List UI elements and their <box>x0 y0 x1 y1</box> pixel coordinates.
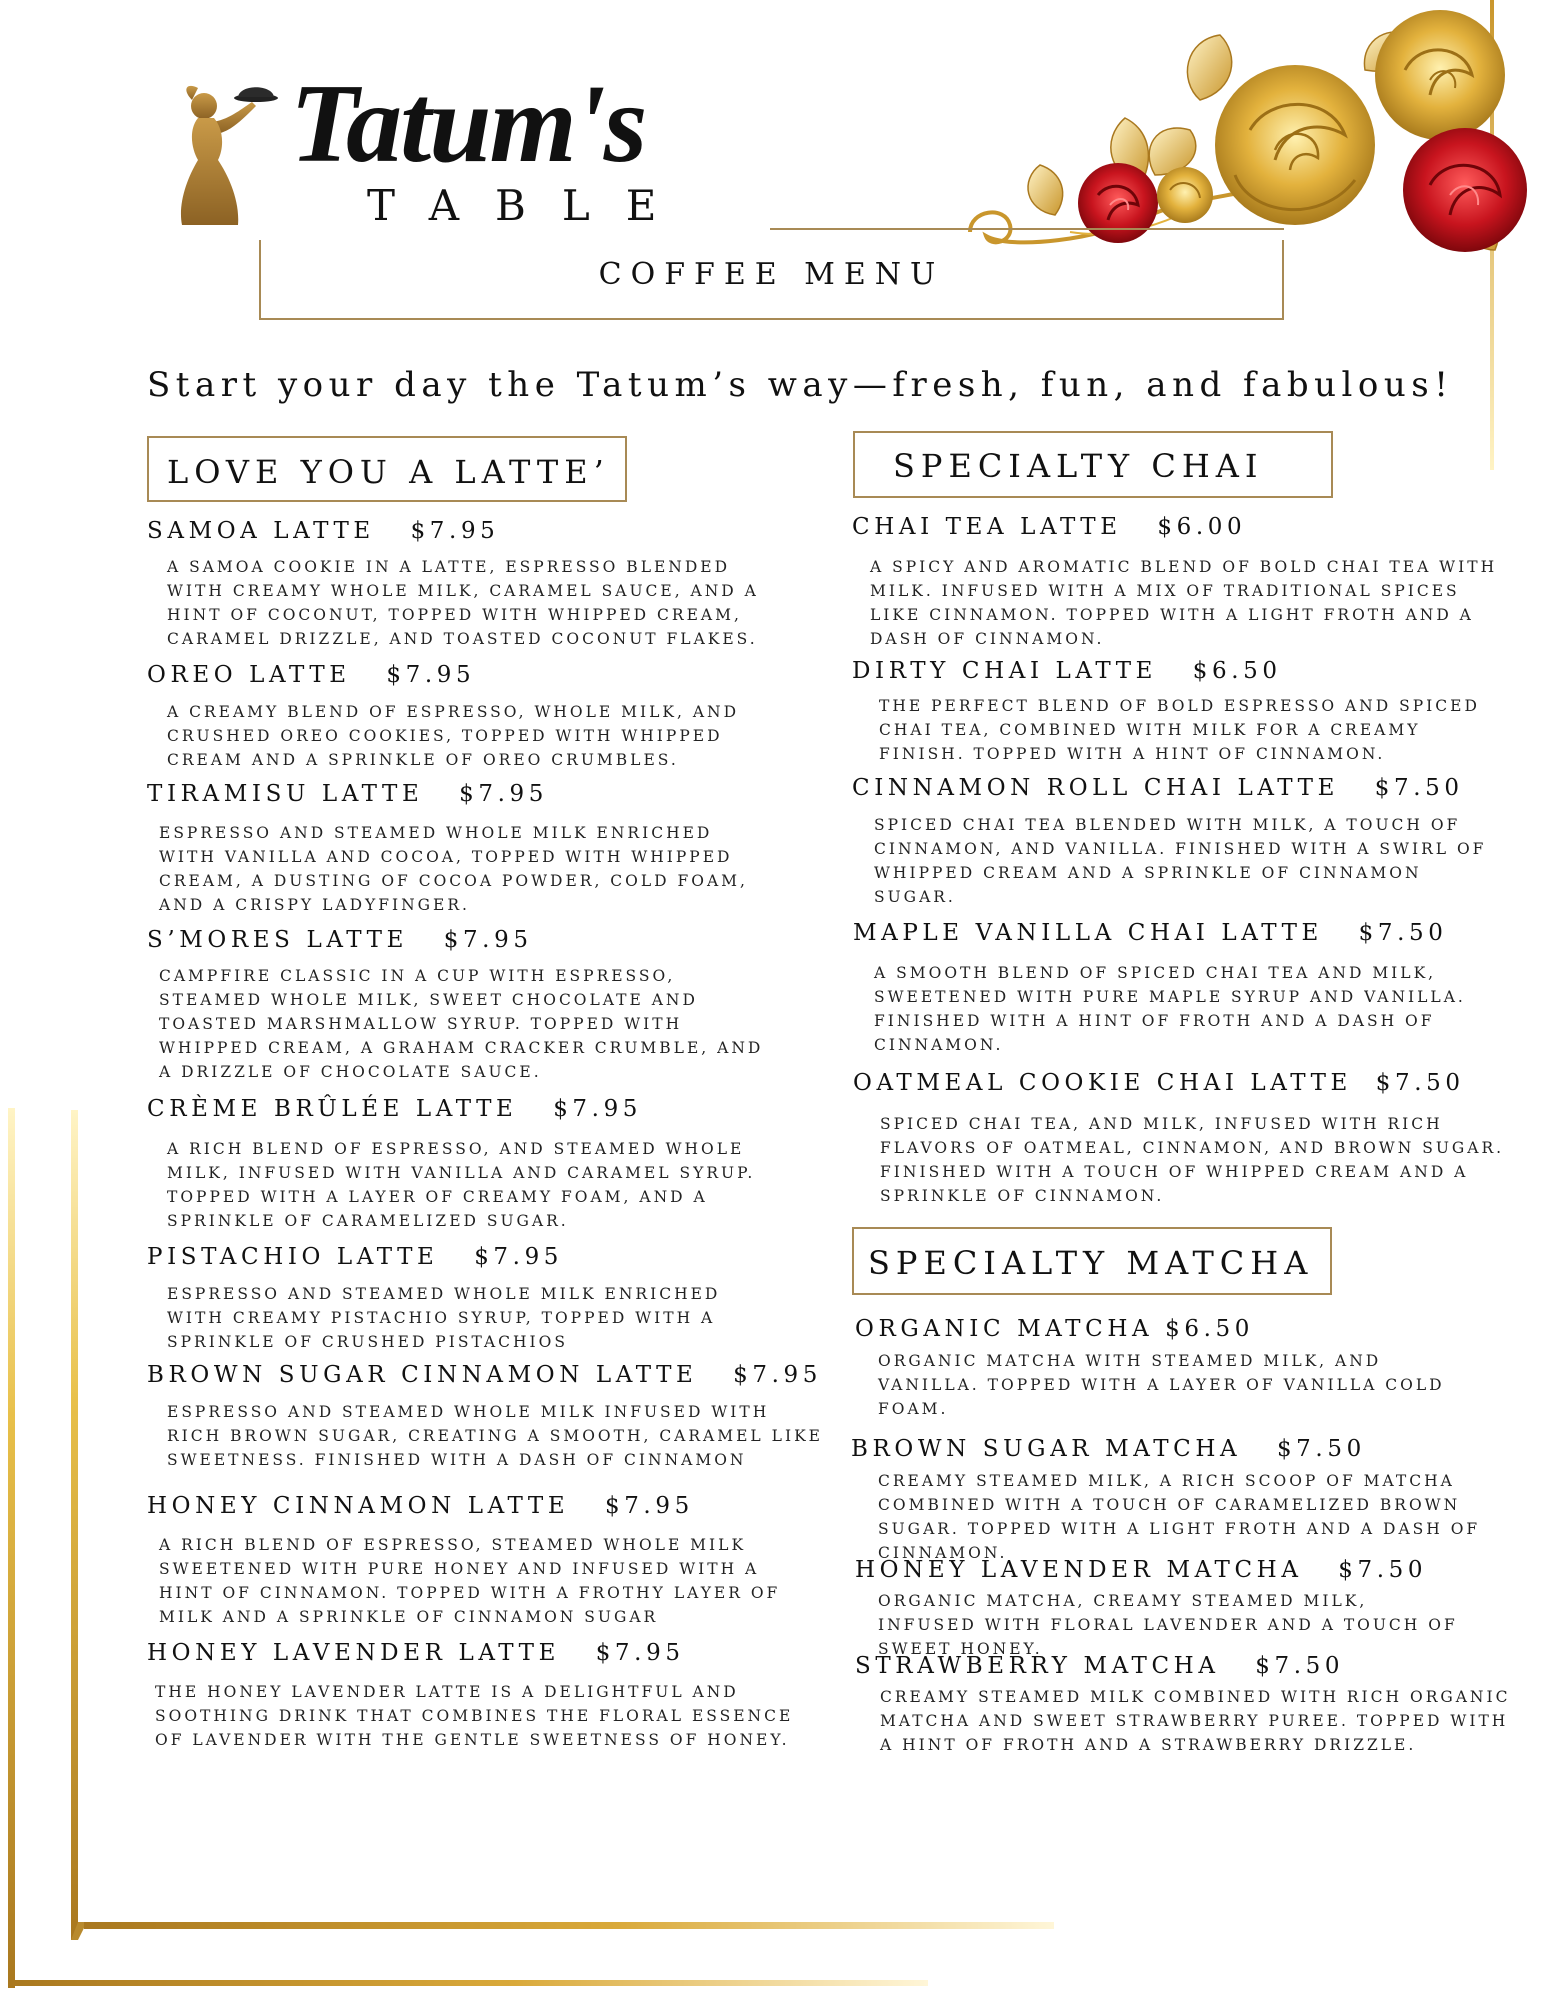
matcha-section-title: SPECIALTY MATCHA <box>868 1244 1314 1282</box>
menu-item-price: $7.50 <box>1375 1070 1465 1096</box>
chai-section-title: SPECIALTY CHAI <box>893 447 1264 485</box>
menu-item-description: A SPICY AND AROMATIC BLEND OF BOLD CHAI TEA WITH MILK. INFUSED WITH A MIX OF TRADITIONAL SPICES LIKE CINNAMON. TOPPED WITH A LIGHT FROTH AND A DASH OF CINNAMON. <box>870 558 1498 648</box>
menu-item-name: TIRAMISU LATTE $7.95 <box>147 781 548 807</box>
menu-item-name: HONEY LAVENDER LATTE $7.95 <box>147 1640 685 1666</box>
menu-item-name: CINNAMON ROLL CHAI LATTE $7.50 <box>852 775 1464 801</box>
menu-item-name: STRAWBERRY MATCHA $7.50 <box>855 1653 1345 1679</box>
menu-item-description: THE HONEY LAVENDER LATTE IS A DELIGHTFUL AND SOOTHING DRINK THAT COMBINES THE FLORAL ESSENCE OF LAVENDER WITH THE GENTLE SWEETNESS OF HONEY. <box>155 1683 794 1749</box>
menu-item-price: $7.95 <box>410 518 500 544</box>
menu-item-price: $7.95 <box>553 1096 643 1122</box>
menu-item-description: ESPRESSO AND STEAMED WHOLE MILK INFUSED WITH RICH BROWN SUGAR, CREATING A SMOOTH, CARAMEL LIKE SWEETNESS. FINISHED WITH A DASH OF CINNAMON <box>167 1403 823 1469</box>
menu-item-price: $6.00 <box>1157 514 1247 540</box>
menu-item-description: CREAMY STEAMED MILK COMBINED WITH RICH ORGANIC MATCHA AND SWEET STRAWBERRY PUREE. TOPPED WITH A HINT OF FROTH AND A STRAWBERRY DRIZZLE. <box>880 1688 1511 1754</box>
menu-item-name: S’MORES LATTE $7.95 <box>147 927 533 953</box>
menu-item-price: $7.95 <box>386 662 476 688</box>
menu-item-price: $7.95 <box>459 781 548 807</box>
menu-item-description: A RICH BLEND OF ESPRESSO, AND STEAMED WHOLE MILK, INFUSED WITH VANILLA AND CARAMEL SYRUP. TOPPED WITH A LAYER OF CREAMY FOAM, AND A SPRINKLE OF CARAMELIZED SUGAR. <box>167 1140 756 1230</box>
menu-item-name: BROWN SUGAR CINNAMON LATTE $7.95 <box>147 1362 823 1388</box>
tagline: Start your day the Tatum’s way—fresh, fun, and fabulous! <box>147 365 1454 405</box>
latte-section-title: LOVE YOU A LATTE’ <box>167 453 610 491</box>
menu-item-description: ORGANIC MATCHA, CREAMY STEAMED MILK, INFUSED WITH FLORAL LAVENDER AND A TOUCH OF SWEET HONEY. <box>878 1592 1458 1658</box>
menu-item-price: $7.50 <box>1358 920 1448 946</box>
menu-item-price: $6.50 <box>1165 1316 1254 1342</box>
menu-item-description: ESPRESSO AND STEAMED WHOLE MILK ENRICHED WITH CREAMY PISTACHIO SYRUP, TOPPED WITH A SPRINKLE OF CRUSHED PISTACHIOS <box>167 1285 721 1351</box>
menu-item-price: $7.50 <box>1338 1557 1428 1583</box>
page-title: COFFEE MENU <box>598 257 945 292</box>
menu-item-price: $7.50 <box>1374 775 1464 801</box>
logo-waitress-icon <box>168 80 278 230</box>
menu-item-name: BROWN SUGAR MATCHA $7.50 <box>851 1436 1366 1462</box>
menu-item-description: A CREAMY BLEND OF ESPRESSO, WHOLE MILK, AND CRUSHED OREO COOKIES, TOPPED WITH WHIPPED CREAM AND A SPRINKLE OF OREO CRUMBLES. <box>167 703 740 769</box>
menu-item-description: SPICED CHAI TEA, AND MILK, INFUSED WITH RICH FLAVORS OF OATMEAL, CINNAMON, AND BROWN SUGAR. FINISHED WITH A TOUCH OF WHIPPED CREAM AND A SPRINKLE OF CINNAMON. <box>880 1115 1505 1205</box>
menu-item-price: $7.95 <box>733 1362 823 1388</box>
menu-item-price: $7.95 <box>443 927 533 953</box>
brand-name: Tatum's <box>290 62 646 186</box>
menu-item-description: ORGANIC MATCHA WITH STEAMED MILK, AND VANILLA. TOPPED WITH A LAYER OF VANILLA COLD FOAM. <box>878 1352 1445 1418</box>
menu-frame-top <box>770 228 1284 230</box>
menu-item-name: CHAI TEA LATTE $6.00 <box>852 514 1247 540</box>
menu-item-name: ORGANIC MATCHA $6.50 <box>855 1316 1254 1342</box>
menu-item-name: SAMOA LATTE $7.95 <box>147 518 500 544</box>
menu-item-price: $7.95 <box>474 1244 564 1270</box>
menu-item-price: $7.50 <box>1255 1653 1345 1679</box>
menu-item-description: ESPRESSO AND STEAMED WHOLE MILK ENRICHED WITH VANILLA AND COCOA, TOPPED WITH WHIPPED CREAM, A DUSTING OF COCOA POWDER, COLD FOAM, AND A CRISPY LADYFINGER. <box>159 824 748 914</box>
menu-item-name: HONEY CINNAMON LATTE $7.95 <box>147 1493 694 1519</box>
menu-item-price: $7.95 <box>604 1493 694 1519</box>
menu-item-name: CRÈME BRÛLÉE LATTE $7.95 <box>147 1096 643 1122</box>
menu-item-name: PISTACHIO LATTE $7.95 <box>147 1244 564 1270</box>
menu-item-description: A RICH BLEND OF ESPRESSO, STEAMED WHOLE MILK SWEETENED WITH PURE HONEY AND INFUSED WITH A HINT OF CINNAMON. TOPPED WITH A FROTHY LAYER OF MILK AND A SPRINKLE OF CINNAMON SUGAR <box>159 1536 781 1626</box>
menu-item-price: $7.95 <box>595 1640 685 1666</box>
menu-item-name: DIRTY CHAI LATTE $6.50 <box>852 658 1282 684</box>
menu-item-name: MAPLE VANILLA CHAI LATTE $7.50 <box>853 920 1448 946</box>
menu-item-description: CAMPFIRE CLASSIC IN A CUP WITH ESPRESSO, STEAMED WHOLE MILK, SWEET CHOCOLATE AND TOASTED MARSHMALLOW SYRUP. TOPPED WITH WHIPPED CREAM, A GRAHAM CRACKER CRUMBLE, AND A DRIZZLE OF CHOCOLATE SAUCE. <box>159 967 764 1081</box>
menu-item-price: $6.50 <box>1192 658 1282 684</box>
menu-item-description: A SMOOTH BLEND OF SPICED CHAI TEA AND MILK, SWEETENED WITH PURE MAPLE SYRUP AND VANILLA. FINISHED WITH A HINT OF FROTH AND A DASH OF CINNAMON. <box>874 964 1466 1054</box>
menu-item-price: $7.50 <box>1276 1436 1366 1462</box>
menu-item-description: A SAMOA COOKIE IN A LATTE, ESPRESSO BLENDED WITH CREAMY WHOLE MILK, CARAMEL SAUCE, AND A HINT OF COCONUT, TOPPED WITH WHIPPED CREAM, CARAMEL DRIZZLE, AND TOASTED COCONUT FLAKES. <box>167 558 759 648</box>
menu-item-name: HONEY LAVENDER MATCHA $7.50 <box>855 1557 1428 1583</box>
brand-subtitle: TABLE <box>367 181 693 230</box>
menu-item-description: THE PERFECT BLEND OF BOLD ESPRESSO AND SPICED CHAI TEA, COMBINED WITH MILK FOR A CREAMY FINISH. TOPPED WITH A HINT OF CINNAMON. <box>879 697 1480 763</box>
menu-item-description: SPICED CHAI TEA BLENDED WITH MILK, A TOUCH OF CINNAMON, AND VANILLA. FINISHED WITH A SWIRL OF WHIPPED CREAM AND A SPRINKLE OF CINNAMON SUGAR. <box>874 816 1487 906</box>
menu-item-description: CREAMY STEAMED MILK, A RICH SCOOP OF MATCHA COMBINED WITH A TOUCH OF CARAMELIZED BROWN SUGAR. TOPPED WITH A LIGHT FROTH AND A DASH OF CINNAMON. <box>878 1472 1481 1562</box>
menu-item-name: OREO LATTE $7.95 <box>147 662 476 688</box>
menu-item-name: OATMEAL COOKIE CHAI LATTE $7.50 <box>853 1070 1465 1096</box>
